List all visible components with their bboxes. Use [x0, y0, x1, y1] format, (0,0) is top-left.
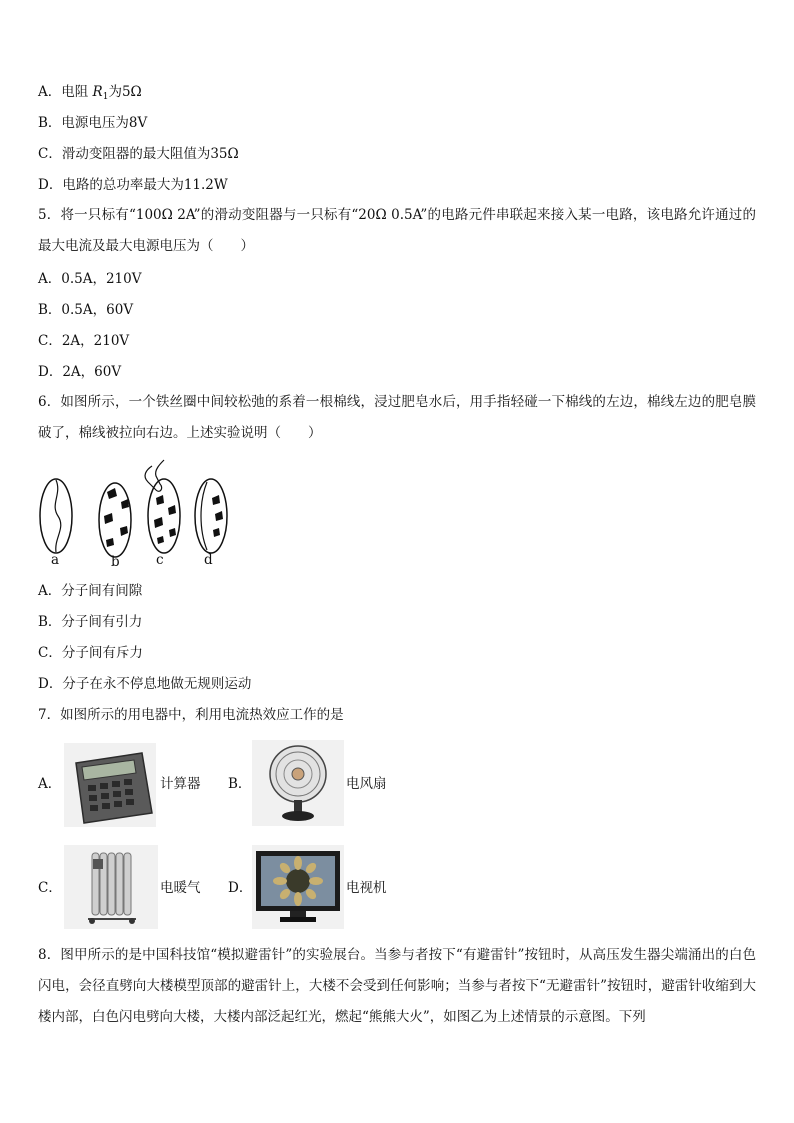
q4-option-d: D．电路的总功率最大为11.2W	[38, 177, 228, 193]
q7-option-a-letter: A．	[38, 776, 62, 792]
q7-option-b-label: 电风扇	[346, 776, 387, 792]
q4-option-a: A．电阻 $R_1$为5Ω	[38, 84, 142, 102]
q7-option-b-letter: B．	[228, 776, 252, 792]
figure-label-c: c	[156, 552, 164, 568]
q8-stem: 8．图甲所示的是中国科技馆“模拟避雷针”的实验展台。当参与者按下“有避雷针”按钮时，从高压发生器尖端涌出的白色闪电，会径直劈向大楼模型顶部的避雷针上，大楼不会受到任何影响；当参与者按下“无避雷针”按钮时，避雷针收缩到大楼内部，白色闪电劈向大楼，大楼内部泛起红光，燃起“熊熊大火”，如图乙为上述情景的示意图。下列	[38, 947, 756, 1025]
q5-option-d: D．2A，60V	[38, 364, 122, 380]
q7-option-d-letter: D．	[228, 880, 253, 896]
q7-option-c-label: 电暖气	[160, 880, 201, 896]
figure-label-b: b	[111, 554, 120, 570]
q5-option-b: B．0.5A，60V	[38, 302, 134, 318]
q4-option-b: B．电源电压为8V	[38, 115, 148, 131]
television-icon	[252, 845, 344, 929]
q7-option-c-letter: C．	[38, 880, 62, 896]
calculator-icon	[64, 743, 156, 827]
resistor-subscript: 1	[102, 92, 109, 102]
q6-option-c: C．分子间有斥力	[38, 645, 143, 661]
q6-stem: 6．如图所示，一个铁丝圈中间较松弛的系着一根棉线，浸过肥皂水后，用手指轻碰一下棉线的左边，棉线左边的肥皂膜破了，棉线被拉向右边。上述实验说明（ ）	[38, 394, 756, 441]
q6-option-d: D．分子在永不停息地做无规则运动	[38, 676, 252, 692]
q6-option-b: B．分子间有引力	[38, 614, 143, 630]
q7-stem: 7．如图所示的用电器中，利用电流热效应工作的是	[38, 707, 344, 723]
q5-stem: 5．将一只标有“100Ω 2A”的滑动变阻器与一只标有“20Ω 0.5A”的电路元件串联起来接入某一电路，该电路允许通过的最大电流及最大电源电压为（ ）	[38, 207, 756, 254]
electric-fan-image	[252, 740, 344, 826]
q5-option-a: A．0.5A，210V	[38, 271, 142, 287]
calculator-image	[64, 743, 156, 827]
figure-label-a: a	[51, 552, 60, 568]
q6-option-a: A．分子间有间隙	[38, 583, 143, 599]
television-image	[252, 845, 344, 929]
q4-option-c: C．滑动变阻器的最大阻值为35Ω	[38, 146, 239, 162]
electric-heater-icon	[64, 845, 158, 929]
q5-option-c: C．2A，210V	[38, 333, 130, 349]
electric-heater-image	[64, 845, 158, 929]
figure-label-d: d	[204, 552, 213, 568]
resistor-symbol: R	[92, 84, 103, 100]
soap-film-figure	[36, 458, 236, 568]
q7-option-a-label: 计算器	[160, 776, 201, 792]
electric-fan-icon	[252, 740, 344, 826]
q7-option-d-label: 电视机	[346, 880, 387, 896]
